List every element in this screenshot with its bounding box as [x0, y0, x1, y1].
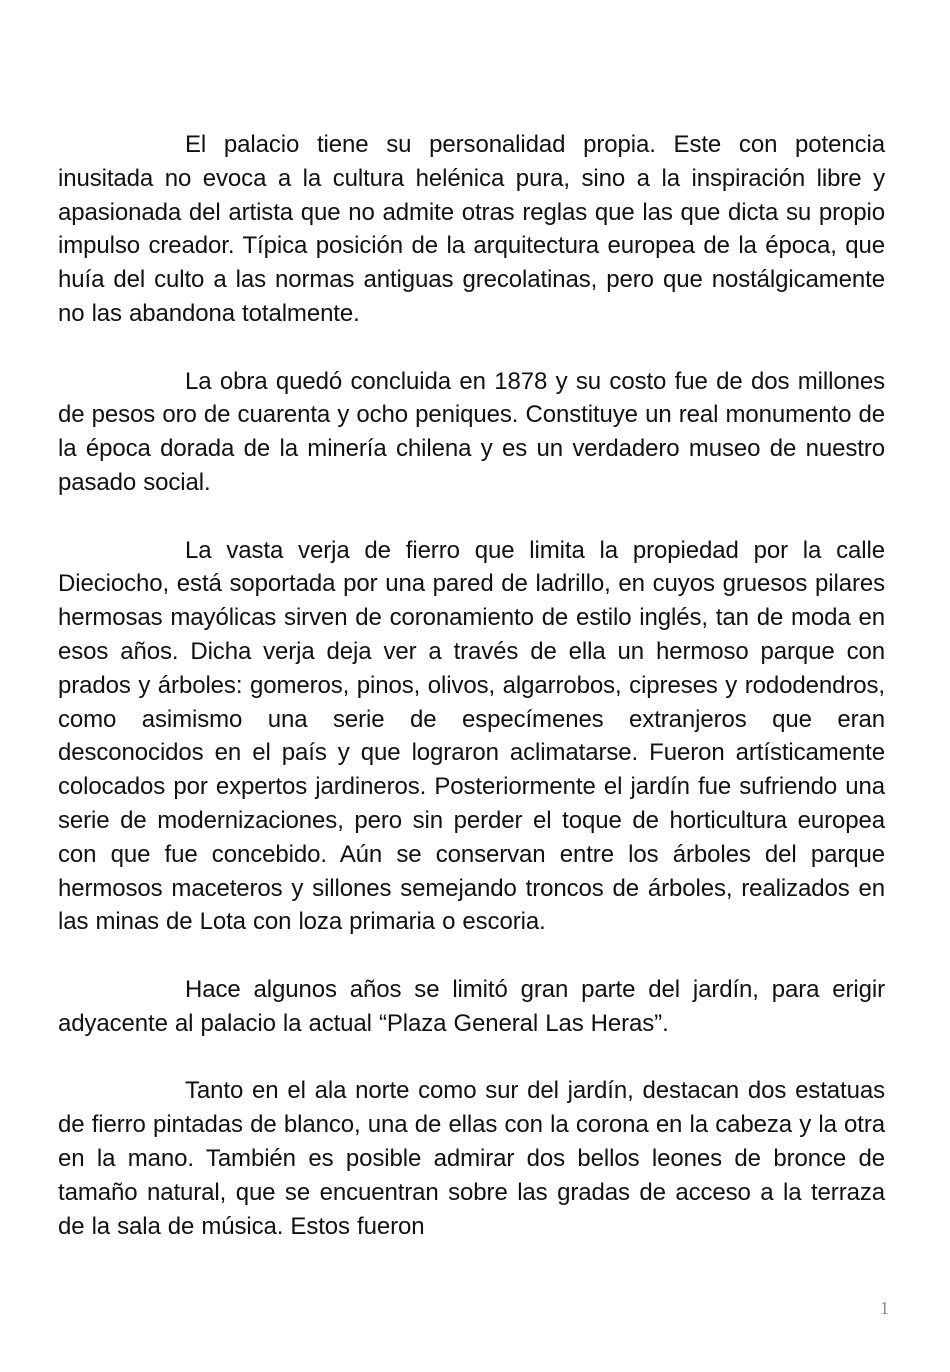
paragraph-plaza-las-heras: Hace algunos años se limitó gran parte del jardín, para erigir adyacente al palacio la actual “Plaza General Las Heras”.	[58, 975, 885, 1037]
paragraph-iron-fence-garden: La vasta verja de fierro que limita la propiedad por la calle Dieciocho, está soportada por una pared de ladrillo, en cuyos gruesos pilares hermosas mayólicas sirven de coronamiento de estilo inglés, tan de moda en esos años. Dicha verja deja ver a través de ella un hermoso parque con prados y árboles: gomeros, pinos, olivos, algarrobos, cipreses y rododendros, como asimismo una serie de especímenes extranjeros que eran desconocidos en el país y que lograron aclimatarse. Fueron artísticamente colocados por expertos jardineros. Posteriormente el jardín fue sufriendo una serie de modernizaciones, pero sin perder el toque de horticultura europea con que fue concebido. Aún se conservan entre los árboles del parque hermosos maceteros y sillones semejando troncos de árboles, realizados en las minas de Lota con loza primaria o escoria.	[58, 536, 885, 936]
document-page	[58, 128, 885, 1277]
paragraph-statues-lions: Tanto en el ala norte como sur del jardín, destacan dos estatuas de fierro pintadas de blanco, una de ellas con la corona en la cabeza y la otra en la mano. También es posible admirar dos bellos leones de bronce de tamaño natural, que se encuentran sobre las gradas de acceso a la terraza de la sala de música. Estos fueron	[58, 1077, 885, 1240]
paragraph-construction-cost: La obra quedó concluida en 1878 y su costo fue de dos millones de pesos oro de cuarenta y ocho peniques. Constituye un real monumento de la época dorada de la minería chilena y es un verdadero museo de nuestro pasado social.	[58, 367, 885, 496]
paragraph-palace-personality: El palacio tiene su personalidad propia. Este con potencia inusitada no evoca a la cultura helénica pura, sino a la inspiración libre y apasionada del artista que no admite otras reglas que las que dicta su propio impulso creador. Típica posición de la arquitectura europea de la época, que huía del culto a las normas antiguas grecolatinas, pero que nostálgicamente no las abandona totalmente.	[58, 131, 885, 327]
page-number: 1	[880, 1298, 889, 1318]
